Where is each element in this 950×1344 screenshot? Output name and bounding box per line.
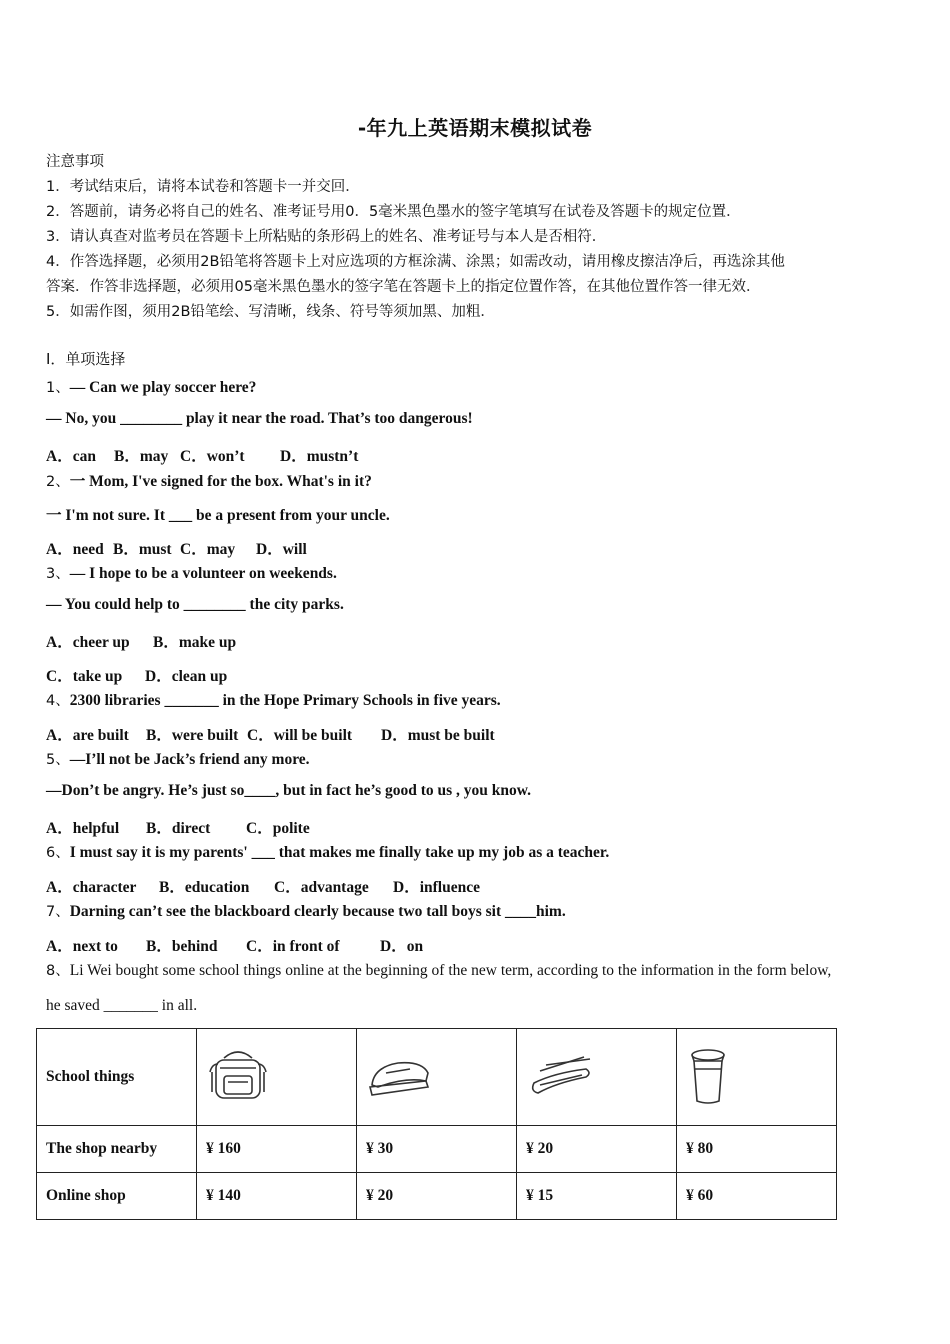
option-a[interactable]: A．are built — [46, 727, 129, 744]
question-number: 1、 — [46, 380, 70, 396]
option-b[interactable]: B．may — [114, 448, 169, 465]
question-line: 一 I'm not sure. It ___ be a present from your uncle. — [46, 507, 390, 524]
option-d[interactable]: D．will — [256, 541, 307, 558]
notice-heading: 注意事项 — [46, 154, 104, 170]
cup-icon — [686, 1047, 730, 1107]
option-d[interactable]: D．mustn’t — [280, 448, 359, 465]
option-a[interactable]: A．helpful — [46, 820, 120, 837]
notice-item: 1．考试结束后，请将本试卷和答题卡一并交回． — [46, 179, 360, 195]
question-stem: 8、Li Wei bought some school things online at the beginning of the new term, according to the information in the form below, — [46, 962, 832, 979]
question-line: he saved _______ in all. — [46, 997, 198, 1014]
question-stem: 2、一 Mom, I've signed for the box. What's in it? — [46, 473, 372, 490]
school-things-table — [36, 1028, 837, 1220]
question-number: 3、 — [46, 566, 70, 582]
table-image-cell — [517, 1029, 677, 1126]
option-row — [46, 934, 423, 956]
option-c[interactable]: C．take up — [46, 668, 123, 685]
price-cell: ¥ 15 — [517, 1173, 677, 1220]
option-row — [46, 664, 227, 686]
option-b[interactable]: B．direct — [146, 820, 211, 837]
price-cell: ¥ 80 — [677, 1126, 837, 1173]
price-cell: ¥ 60 — [677, 1173, 837, 1220]
table-image-cell — [357, 1029, 517, 1126]
price-cell: ¥ 160 — [197, 1126, 357, 1173]
option-c[interactable]: C．polite — [246, 820, 310, 837]
price-cell: ¥ 30 — [357, 1126, 517, 1173]
question-stem: 3、— I hope to be a volunteer on weekends. — [46, 565, 337, 582]
section-heading: Ⅰ．单项选择 — [46, 350, 126, 368]
option-row — [46, 816, 310, 838]
option-a[interactable]: A．need — [46, 541, 104, 558]
option-a[interactable]: A．can — [46, 448, 96, 465]
row-label: The shop nearby — [37, 1126, 197, 1173]
table-row — [37, 1126, 837, 1173]
notice-block — [46, 150, 916, 325]
notice-item: 2．答题前，请务必将自己的姓名、准考证号用0．5毫米黑色墨水的签字笔填写在试卷及答题卡的规定位置． — [46, 204, 741, 220]
stapler-icon — [366, 1055, 434, 1099]
backpack-icon — [206, 1048, 270, 1106]
question-number: 7、 — [46, 904, 70, 920]
table-header-cell: School things — [37, 1029, 197, 1126]
question-line: —Don’t be angry. He’s just so____, but in fact he’s good to us , you know. — [46, 782, 532, 799]
option-b[interactable]: B．must — [113, 541, 172, 558]
table-image-cell — [197, 1029, 357, 1126]
option-c[interactable]: C．may — [180, 541, 236, 558]
table-image-cell — [677, 1029, 837, 1126]
question-stem: 6、I must say it is my parents' ___ that makes me finally take up my job as a teacher. — [46, 844, 610, 861]
question-stem: 4、2300 libraries _______ in the Hope Primary Schools in five years. — [46, 692, 501, 709]
option-d[interactable]: D．must be built — [381, 727, 495, 744]
question-number: 2、 — [46, 474, 70, 490]
question-line: — You could help to ________ the city parks. — [46, 596, 344, 613]
option-c[interactable]: C．in front of — [246, 938, 340, 955]
pencil-case-icon — [526, 1055, 596, 1099]
question-number: 4、 — [46, 693, 70, 709]
notice-item: 5．如需作图，须用2B铅笔绘、写清晰，线条、符号等须加黑、加粗． — [46, 304, 495, 320]
question-stem: 5、—I’ll not be Jack’s friend any more. — [46, 751, 310, 768]
option-b[interactable]: B．were built — [146, 727, 239, 744]
question-number: 5、 — [46, 752, 70, 768]
option-a[interactable]: A．cheer up — [46, 634, 130, 651]
option-c[interactable]: C．will be built — [247, 727, 353, 744]
notice-item: 3．请认真查对监考员在答题卡上所粘贴的条形码上的姓名、准考证号与本人是否相符． — [46, 229, 607, 245]
price-cell: ¥ 20 — [357, 1173, 517, 1220]
option-c[interactable]: C．advantage — [274, 879, 369, 896]
option-row — [46, 444, 358, 466]
option-d[interactable]: D．clean up — [145, 668, 228, 685]
option-a[interactable]: A．next to — [46, 938, 118, 955]
question-stem: 1、— Can we play soccer here? — [46, 379, 257, 396]
option-b[interactable]: B．behind — [146, 938, 218, 955]
question-number: 6、 — [46, 845, 70, 861]
table-row — [37, 1029, 837, 1126]
page-title: -年九上英语期末模拟试卷 — [357, 116, 593, 140]
option-row — [46, 875, 480, 897]
option-b[interactable]: B．education — [159, 879, 250, 896]
price-cell: ¥ 140 — [197, 1173, 357, 1220]
notice-item: 4．作答选择题，必须用2B铅笔将答题卡上对应选项的方框涂满、涂黑；如需改动，请用橡皮擦洁净后，再选涂其他 — [46, 254, 785, 270]
option-d[interactable]: D．on — [380, 938, 424, 955]
question-line: — No, you ________ play it near the road. That’s too dangerous! — [46, 410, 473, 427]
notice-item: 答案．作答非选择题，必须用05毫米黑色墨水的签字笔在答题卡上的指定位置作答，在其他位置作答一律无效． — [46, 279, 761, 295]
price-cell: ¥ 20 — [517, 1126, 677, 1173]
option-a[interactable]: A．character — [46, 879, 137, 896]
option-row — [46, 537, 307, 559]
option-b[interactable]: B．make up — [153, 634, 237, 651]
question-stem: 7、Darning can’t see the blackboard clearly because two tall boys sit ____him. — [46, 903, 566, 920]
option-d[interactable]: D．influence — [393, 879, 480, 896]
option-row — [46, 723, 495, 745]
option-c[interactable]: C．won’t — [180, 448, 245, 465]
question-number: 8、 — [46, 963, 70, 979]
row-label: Online shop — [37, 1173, 197, 1220]
option-row — [46, 630, 236, 652]
table-row — [37, 1173, 837, 1220]
